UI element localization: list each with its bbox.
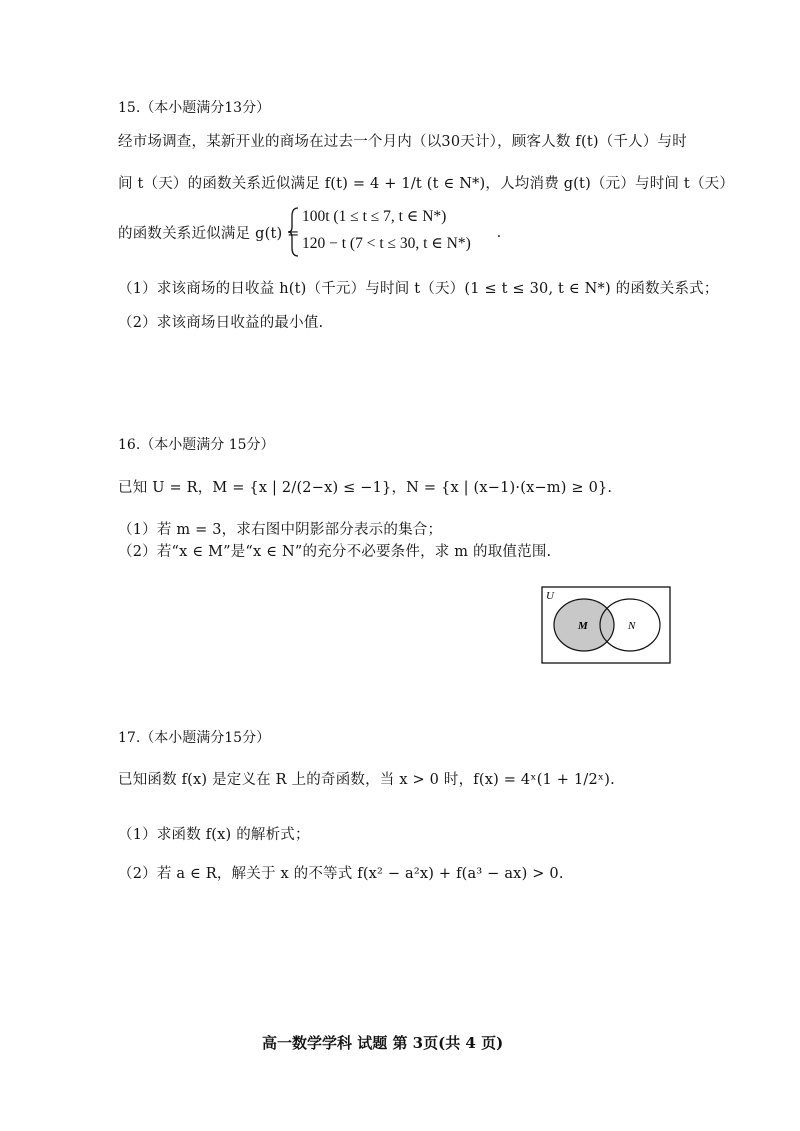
page-footer: 高一数学学科 试题 第 3页(共 4 页) — [262, 1034, 504, 1052]
q15-line2: 间 t（天）的函数关系近似满足 f(t) = 4 + 1/t (t ∈ N*)，人均消费 g(t)（元）与时间 t（天） — [118, 176, 735, 192]
q15-part1: （1）求该商场的日收益 h(t)（千元）与时间 t（天）(1 ≤ t ≤ 30, t ∈ N*) 的函数关系式； — [118, 281, 719, 297]
q15-line1: 经市场调查，某新开业的商场在过去一个月内（以30天计），顾客人数 f(t)（千人）与时 — [118, 134, 687, 150]
q16-part1: （1）若 m = 3，求右图中阴影部分表示的集合； — [118, 522, 443, 538]
q17-line1: 已知函数 f(x) 是定义在 R 上的奇函数，当 x > 0 时，f(x) = 4ˣ(1 + 1/2ˣ). — [118, 772, 615, 788]
q15-part2: （2）求该商场日收益的最小值. — [118, 315, 324, 331]
set-m-label: M — [578, 620, 588, 632]
brace-icon — [286, 206, 300, 258]
venn-diagram — [541, 586, 671, 664]
q15-line3-prefix: 的函数关系近似满足 g(t) = — [118, 226, 300, 242]
q15-line3-suffix: . — [497, 224, 501, 241]
universe-label: U — [546, 590, 554, 602]
q15-case1: 100t (1 ≤ t ≤ 7, t ∈ N*) — [302, 208, 447, 225]
q17-header: 17.（本小题满分15分） — [118, 730, 271, 746]
q15-case2: 120 − t (7 < t ≤ 30, t ∈ N*) — [302, 235, 471, 252]
q16-header: 16.（本小题满分 15分） — [118, 437, 275, 453]
q15-header: 15.（本小题满分13分） — [118, 100, 271, 116]
q16-line1: 已知 U = R，M = {x | 2/(2−x) ≤ −1}，N = {x | (x−1)·(x−m) ≥ 0}. — [118, 480, 613, 496]
set-n-label: N — [628, 620, 636, 632]
q16-part2: （2）若“x ∈ M”是“x ∈ N”的充分不必要条件，求 m 的取值范围. — [118, 544, 552, 560]
q17-part2: （2）若 a ∈ R，解关于 x 的不等式 f(x² − a²x) + f(a³ − ax) > 0. — [118, 866, 564, 882]
q17-part1: （1）求函数 f(x) 的解析式； — [118, 827, 310, 843]
